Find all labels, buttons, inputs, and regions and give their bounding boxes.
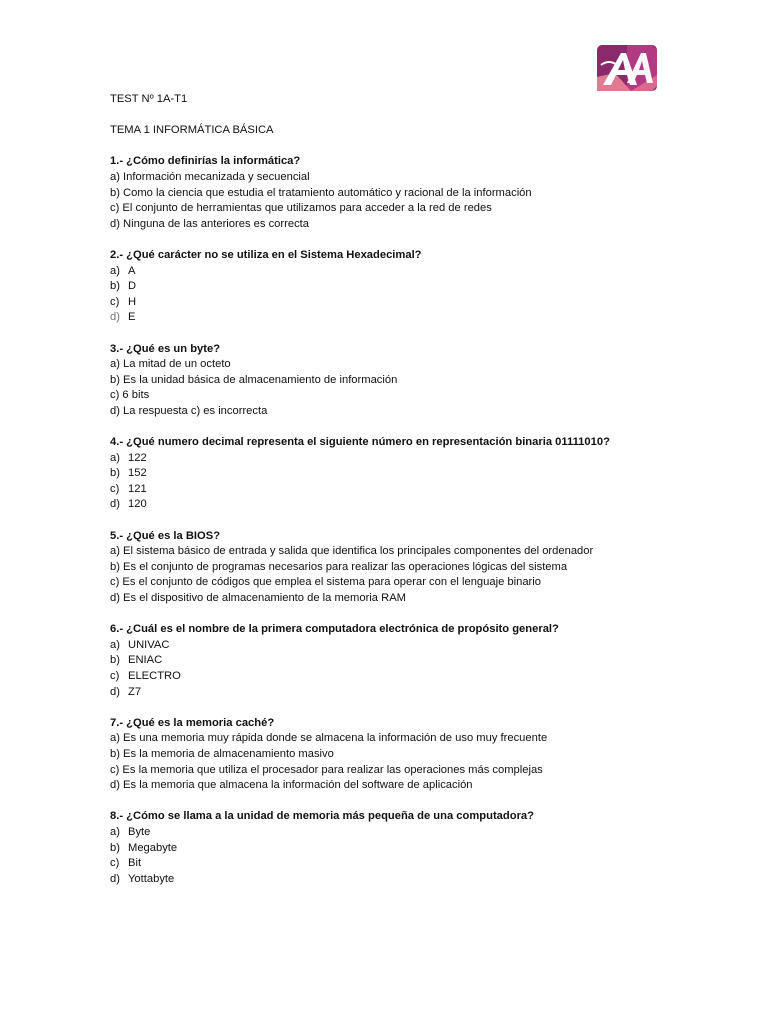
question-5-option-b: b) Es el conjunto de programas necesarios para realizar las operaciones lógicas del sistema bbox=[110, 560, 568, 573]
question-7-option-b: b) Es la memoria de almacenamiento masivo bbox=[110, 747, 334, 760]
question-1-option-c: c) El conjunto de herramientas que utilizamos para acceder a la red de redes bbox=[110, 202, 492, 215]
question-1-option-d: d) Ninguna de las anteriores es correcta bbox=[110, 217, 309, 230]
question-2-option-d: d) E bbox=[110, 311, 136, 324]
topic-title: TEMA 1 INFORMÁTICA BÁSICA bbox=[110, 124, 274, 137]
document-body bbox=[110, 92, 730, 887]
question-5-option-a: a) El sistema básico de entrada y salida que identifica los principales componentes del ordenador bbox=[110, 545, 594, 558]
question-1-option-a: a) Información mecanizada y secuencial bbox=[110, 170, 310, 183]
question-7: 7.- ¿Qué es la memoria caché? bbox=[110, 716, 275, 729]
test-id: TEST Nº 1A-T1 bbox=[110, 93, 188, 105]
question-5-option-c: c) Es el conjunto de códigos que emplea el sistema para operar con el lenguaje binario bbox=[110, 576, 541, 589]
question-8-option-c: c) Bit bbox=[110, 857, 142, 870]
question-8-option-b: b) Megabyte bbox=[110, 841, 178, 854]
question-4-option-c: c) 121 bbox=[110, 482, 147, 495]
question-4-option-b: b) 152 bbox=[110, 467, 147, 480]
question-7-option-d: d) Es la memoria que almacena la información del software de aplicación bbox=[110, 779, 473, 792]
logo-icon bbox=[597, 45, 657, 91]
question-7-option-c: c) Es la memoria que utiliza el procesador para realizar las operaciones más complejas bbox=[110, 763, 543, 776]
question-4-option-a: a) 122 bbox=[110, 451, 147, 464]
question-3-option-a: a) La mitad de un octeto bbox=[110, 358, 231, 371]
question-1-option-b: b) Como la ciencia que estudia el tratamiento automático y racional de la información bbox=[110, 186, 532, 199]
question-1: 1.- ¿Cómo definirías la informática? bbox=[110, 155, 301, 168]
question-6-option-b: b) ENIAC bbox=[110, 654, 163, 667]
question-2-option-a: a) A bbox=[110, 264, 136, 277]
question-2: 2.- ¿Qué carácter no se utiliza en el Sistema Hexadecimal? bbox=[110, 248, 422, 261]
question-8: 8.- ¿Cómo se llama a la unidad de memoria más pequeña de una computadora? bbox=[110, 810, 534, 823]
question-8-option-a: a) Byte bbox=[110, 825, 151, 838]
question-3-option-b: b) Es la unidad básica de almacenamiento de información bbox=[110, 373, 398, 386]
question-6-option-a: a) UNIVAC bbox=[110, 638, 170, 651]
question-3: 3.- ¿Qué es un byte? bbox=[110, 342, 221, 355]
question-2-option-c: c) H bbox=[110, 295, 137, 308]
question-6: 6.- ¿Cuál es el nombre de la primera computadora electrónica de propósito general? bbox=[110, 623, 559, 636]
question-7-option-a: a) Es una memoria muy rápida donde se almacena la información de uso muy frecuente bbox=[110, 732, 548, 745]
question-4: 4.- ¿Qué numero decimal representa el siguiente número en representación binaria 01111010? bbox=[110, 436, 610, 449]
question-2-option-b: b) D bbox=[110, 280, 137, 293]
question-6-option-c: c) ELECTRO bbox=[110, 669, 181, 682]
question-3-option-c: c) 6 bits bbox=[110, 389, 150, 402]
question-6-option-d: d) Z7 bbox=[110, 685, 142, 698]
question-8-option-d: d) Yottabyte bbox=[110, 872, 175, 885]
question-5-option-d: d) Es el dispositivo de almacenamiento de la memoria RAM bbox=[110, 592, 406, 604]
question-5: 5.- ¿Qué es la BIOS? bbox=[110, 529, 221, 542]
question-3-option-d: d) La respuesta c) es incorrecta bbox=[110, 404, 268, 417]
question-4-option-d: d) 120 bbox=[110, 498, 147, 511]
